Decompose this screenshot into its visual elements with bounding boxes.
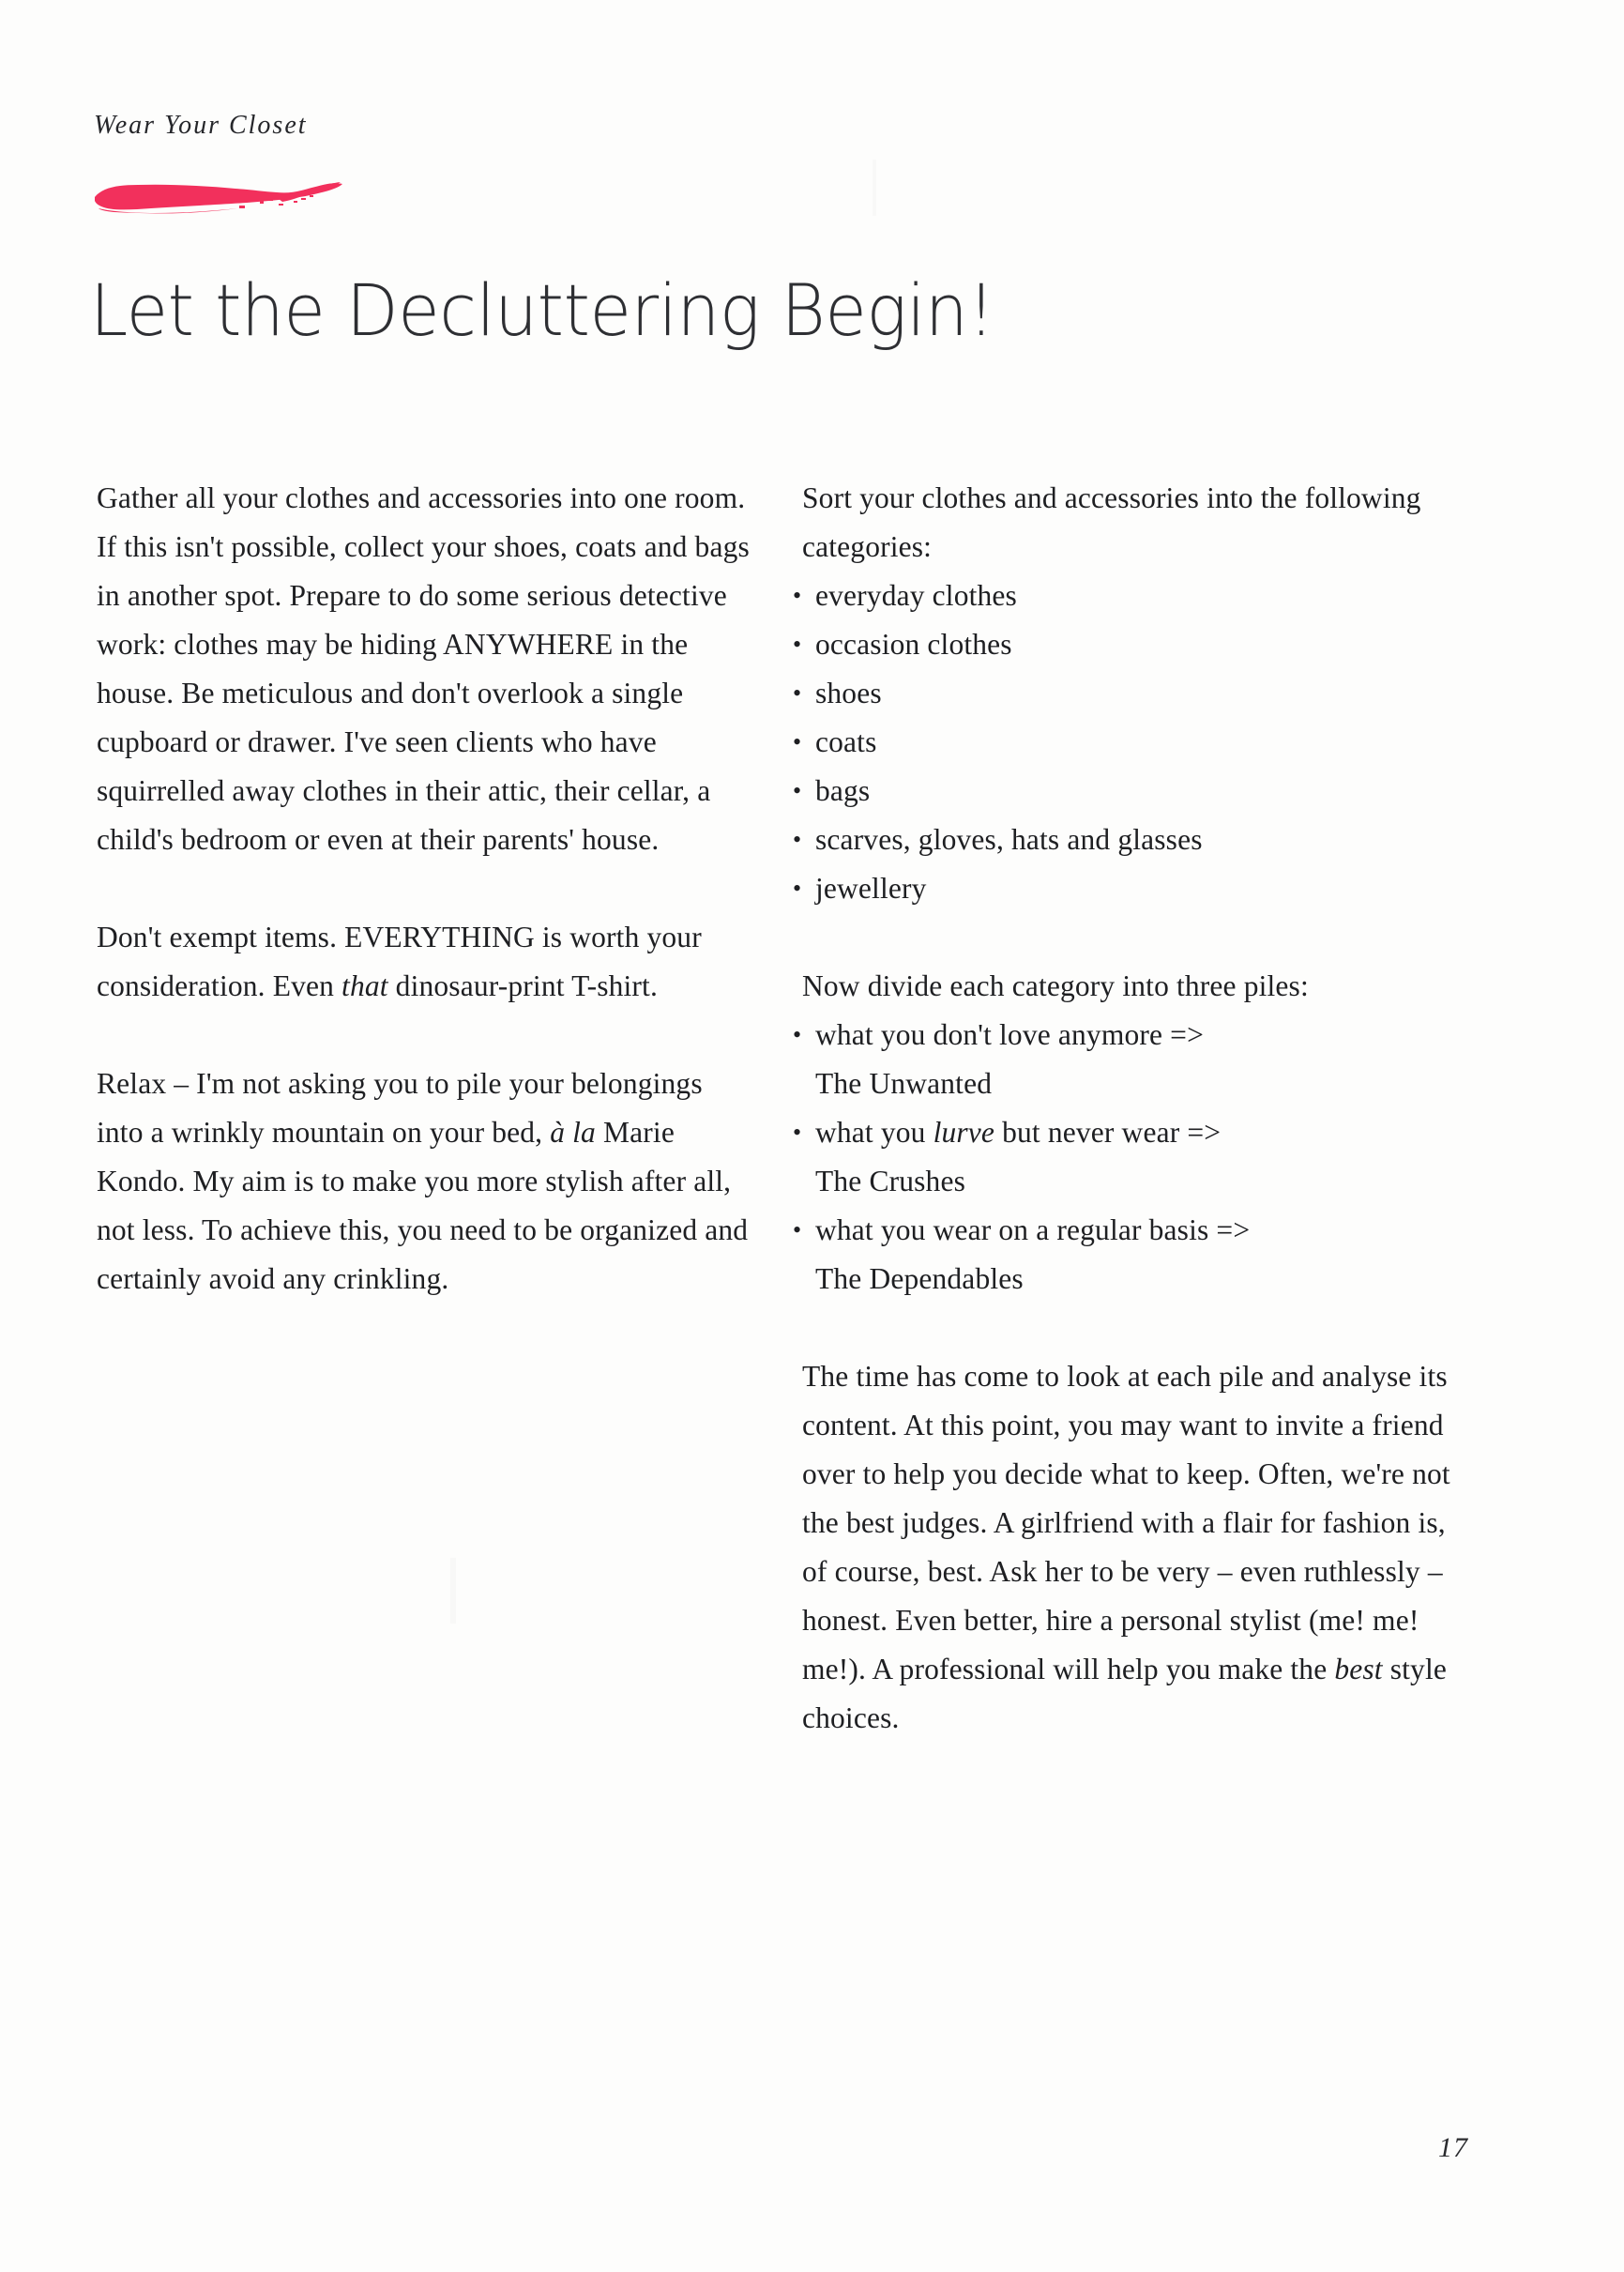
pile-name-1: The Unwanted <box>815 1067 993 1100</box>
paragraph-dont-exempt-text-1: Don't exempt items. EVERYTHING is worth your consideration. Even <box>97 921 702 1002</box>
pile-emphasis-2: lurve <box>933 1116 995 1149</box>
left-column <box>97 474 753 1304</box>
brush-stroke-decoration <box>93 180 344 218</box>
paragraph-relax-emphasis: à la <box>550 1116 596 1149</box>
paragraph-closing <box>802 1352 1459 1743</box>
list-item: • scarves, gloves, hats and glasses <box>793 816 1459 864</box>
page-title: Let the Decluttering Begin! <box>90 267 994 352</box>
list-item: • shoes <box>793 669 1459 718</box>
paragraph-closing-text-2: style choices. <box>802 1653 1447 1734</box>
list-item <box>793 1011 1459 1108</box>
scan-artifact <box>450 1558 456 1624</box>
paragraph-sort-intro: Sort your clothes and accessories into the following categories: <box>802 481 1421 563</box>
scan-artifact <box>873 160 876 216</box>
paragraph-relax-text-1: Relax – I'm not asking you to pile your belongings into a wrinkly mountain on your bed, <box>97 1067 703 1149</box>
right-column <box>793 474 1459 1743</box>
paragraph-piles-intro: Now divide each category into three piles: <box>802 969 1309 1002</box>
pile-name-2: The Crushes <box>815 1165 965 1197</box>
list-item <box>793 1108 1459 1206</box>
paragraph-dont-exempt-text-2: dinosaur-print T-shirt. <box>387 969 658 1002</box>
paragraph-dont-exempt-emphasis: that <box>341 969 388 1002</box>
list-item: • coats <box>793 718 1459 767</box>
list-item: • everyday clothes <box>793 572 1459 620</box>
paragraph-closing-text-1: The time has come to look at each pile and analyse its content. At this point, you may want to invite a friend over to help you decide what to keep. Often, we're not the best judges. A girlfriend with a flair for fashion is, of course, best. Ask her to be very – even ruthlessly – honest. Even better, hire a personal stylist (me! me! me!). A professional will help you make the <box>802 1360 1450 1685</box>
list-item: • jewellery <box>793 864 1459 913</box>
page-number: 17 <box>1438 2132 1468 2163</box>
pile-description-2a: what you <box>815 1116 933 1149</box>
pile-name-3: The Dependables <box>815 1262 1024 1295</box>
paragraph-dont-exempt <box>97 913 753 1011</box>
list-item: • bags <box>793 767 1459 816</box>
list-item: • occasion clothes <box>793 620 1459 669</box>
paragraph-relax-text-2: Marie Kondo. My aim is to make you more stylish after all, not less. To achieve this, you need to be organized and certainly avoid any crinkling. <box>97 1116 749 1295</box>
piles-list <box>793 1011 1459 1304</box>
pile-description-2b: but never wear => <box>994 1116 1222 1149</box>
paragraph-relax <box>97 1060 753 1304</box>
running-head: Wear Your Closet <box>94 111 308 140</box>
pile-description-1a: what you don't love anymore => <box>815 1018 1204 1051</box>
list-item <box>793 1206 1459 1304</box>
paragraph-closing-emphasis: best <box>1334 1653 1383 1685</box>
paragraph-gather: Gather all your clothes and accessories into one room. If this isn't possible, collect your shoes, coats and bags in another spot. Prepare to do some serious detective work: clothes may be hiding ANYWHERE in the house. Be meticulous and don't overlook a single cupboard or drawer. I've seen clients who have squirrelled away clothes in their attic, their cellar, a child's bedroom or even at their parents' house. <box>97 481 750 856</box>
pile-description-3a: what you wear on a regular basis => <box>815 1213 1251 1246</box>
category-list <box>793 572 1459 913</box>
